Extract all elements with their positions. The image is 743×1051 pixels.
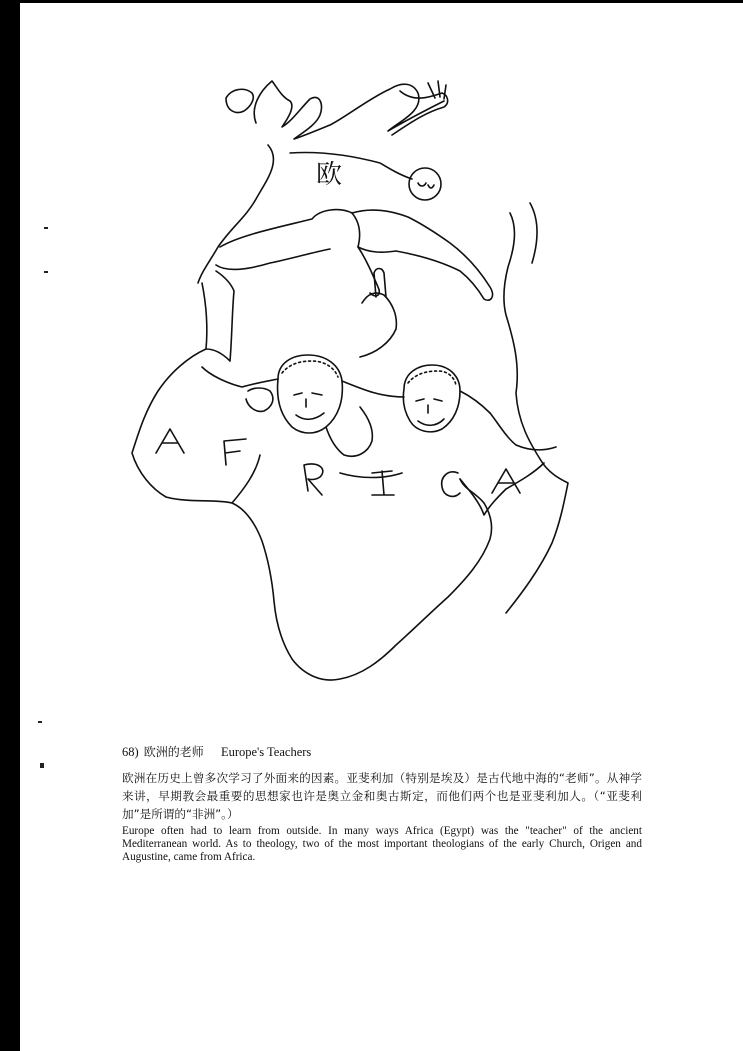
caption-number: 68) (122, 745, 139, 759)
letter-a1 (156, 429, 184, 453)
scan-speck (40, 763, 44, 768)
letter-c (442, 472, 460, 496)
caption-body-zh: 欧洲在历史上曾多次学习了外面来的因素。亚斐利加（特别是埃及）是古代地中海的“老师”。从神学来讲，早期教会最重要的思想家也许是奥立金和奥古斯定，而他们两个也是亚斐利加人。（“亚斐利加”是所谓的“非洲”。） (122, 771, 642, 821)
caption-title-zh: 欧洲的老师 (143, 745, 204, 759)
europe-africa-illustration (20, 3, 743, 703)
letter-r (304, 464, 323, 495)
europe-coastline (254, 81, 444, 139)
left-arm (202, 271, 234, 361)
africa-outline (132, 349, 492, 680)
scan-speck (38, 721, 42, 723)
scan-speck (44, 271, 48, 273)
island-outline (226, 89, 253, 112)
caption-block (122, 743, 642, 864)
right-head (403, 365, 460, 432)
europe-character: 欧 (316, 160, 343, 190)
caption-title-en: Europe's Teachers (220, 745, 312, 759)
shoulders (202, 367, 490, 413)
letter-f (224, 439, 246, 465)
caption-title (122, 743, 642, 760)
caption-body-en: Europe often had to learn from outside. In many ways Africa (Egypt) was the "teacher" of the ancient Mediterranean world. As to theology, two of the most important theologians of the early Church, Origen and Augustine, came from Africa. (122, 825, 642, 863)
pointing-hand (360, 293, 396, 357)
east-coastline (504, 213, 568, 613)
letter-i (372, 471, 394, 495)
europe-inland (198, 145, 273, 283)
scanned-page (20, 3, 743, 1051)
scan-speck (44, 227, 48, 229)
left-head (278, 355, 343, 433)
lying-figure (220, 210, 379, 296)
